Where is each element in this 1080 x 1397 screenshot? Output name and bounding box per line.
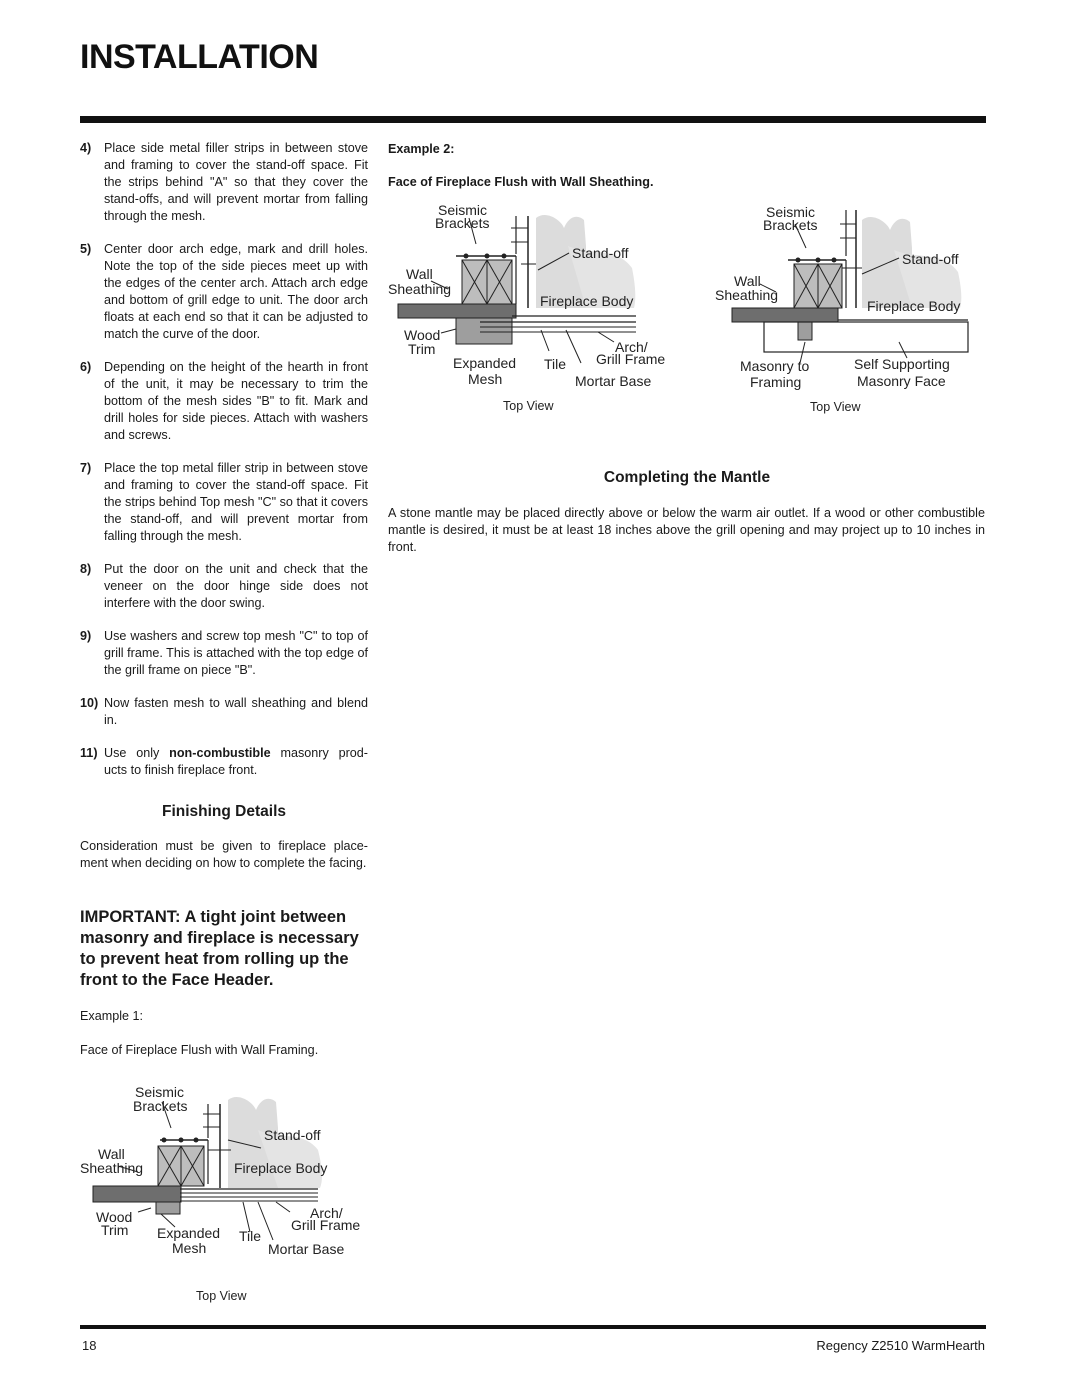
step-text: Now fasten mesh to wall sheathing and blend in. <box>104 696 368 727</box>
step-text: Center door arch edge, mark and drill holes. Note the top of the side pieces meet up with the edges of the center arch. Attach arch edge and bottom of grill edge to unit. The door arch floats at each end so that it can be adjusted to match the curve of the door. <box>104 242 368 341</box>
step-text: Place the top metal filler strip in between stove and framing to cover the stand-off space. Fit the strips behind Top mesh "C" so that it covers the stand-off, and will prevent mortar from falling through the mesh. <box>104 461 368 543</box>
example-2-label: Example 2: <box>388 142 455 156</box>
example-1-caption: Face of Fireplace Flush with Wall Framing. <box>80 1043 319 1057</box>
diagram-1-label-standoff: Stand-off <box>264 1127 321 1143</box>
step-4 <box>80 140 368 225</box>
diagram-example-3 <box>712 198 986 420</box>
diagram-3-label-masonry-1: Masonry to <box>740 358 810 374</box>
step-text <box>104 745 368 779</box>
diagram-3-label-wall-2: Sheathing <box>715 287 779 303</box>
step-11 <box>80 745 368 779</box>
diagram-2-label-wood-1: Wood <box>404 327 441 343</box>
diagram-2-label-seismic-1: Seismic <box>438 202 488 218</box>
step-text: Use washers and screw top mesh "C" to top of grill frame. This is attached with the top edge of the grill frame on piece "B". <box>104 629 368 677</box>
installation-steps <box>80 140 368 795</box>
diagram-1-label-wood-1: Wood <box>96 1209 133 1225</box>
step-number: 9) <box>80 629 92 643</box>
diagram-3-label-fireplace-body: Fireplace Body <box>867 298 961 314</box>
diagram-2-label-arch-1: Arch/ <box>615 339 648 355</box>
page-number: 18 <box>82 1338 97 1353</box>
step-number: 11) <box>80 746 98 760</box>
diagram-example-2 <box>386 198 686 420</box>
diagram-1-label-tile: Tile <box>239 1228 262 1244</box>
diagram-2-label-tile: Tile <box>544 356 567 372</box>
diagram-1-label-arch-1: Arch/ <box>310 1205 343 1221</box>
diagram-2-label-mortar: Mortar Base <box>575 373 652 389</box>
step-text-before: Use only <box>104 746 170 760</box>
page-title: INSTALLATION <box>80 38 319 76</box>
diagram-3-label-standoff: Stand-off <box>902 251 959 267</box>
diagram-2-label-wall-2: Sheathing <box>388 281 452 297</box>
product-name: Regency Z2510 WarmHearth <box>816 1338 985 1353</box>
step-7 <box>80 460 368 545</box>
diagram-1-label-mortar: Mortar Base <box>268 1241 345 1257</box>
step-text: Place side metal filler strips in between stove and framing to cover the stand-off space. Fit the strips behind "A" so that they cover the stand-offs, and will prevent mortar from falling through the mesh. <box>104 141 368 223</box>
diagram-3-label-masonry-2: Framing <box>750 374 802 390</box>
diagram-1-label-arch-2: Grill Frame <box>291 1217 361 1233</box>
diagram-2-label-fireplace-body: Fireplace Body <box>540 293 634 309</box>
step-6 <box>80 359 368 444</box>
step-text: Put the door on the unit and check that the veneer on the door hinge side does not interfere with the door swing. <box>104 562 368 610</box>
top-rule <box>80 116 986 123</box>
diagram-1-label-wood-2: Trim <box>101 1222 129 1238</box>
step-10 <box>80 695 368 729</box>
step-text-after: masonry prod- ucts to finish fireplace front. <box>104 746 368 777</box>
example-1-label: Example 1: <box>80 1009 143 1023</box>
step-number: 4) <box>80 141 92 155</box>
example-2-caption: Face of Fireplace Flush with Wall Sheathing. <box>388 175 654 189</box>
diagram-2-label-expanded-1: Expanded <box>453 355 517 371</box>
diagram-3-caption: Top View <box>810 400 861 414</box>
diagram-2-label-standoff: Stand-off <box>572 245 629 261</box>
diagram-3-label-wall-1: Wall <box>734 273 761 289</box>
diagram-1-label-seismic-1: Seismic <box>135 1084 185 1100</box>
step-number: 5) <box>80 242 92 256</box>
diagram-1-label-seismic-2: Brackets <box>133 1098 188 1114</box>
step-number: 8) <box>80 562 92 576</box>
step-number: 6) <box>80 360 92 374</box>
diagram-2-label-wood-2: Trim <box>408 341 436 357</box>
mantle-text: A stone mantle may be placed directly above or below the warm air outlet. If a wood or other combustible mantle is desired, it must be at least 18 inches above the grill opening and may project up to 10 inches in front. <box>388 506 985 554</box>
important-notice: IMPORTANT: A tight joint between masonry and fireplace is necessary to prevent heat from rolling up the front to the Face Header. <box>80 908 359 989</box>
diagram-1-label-expanded-1: Expanded <box>157 1225 221 1241</box>
step-5 <box>80 241 368 343</box>
step-number: 10) <box>80 696 99 710</box>
diagram-3-label-selfsup-2: Masonry Face <box>857 373 946 389</box>
diagram-3-label-seismic-2: Brackets <box>763 217 818 233</box>
step-number: 7) <box>80 461 92 475</box>
step-9 <box>80 628 368 679</box>
diagram-example-1 <box>78 1080 368 1310</box>
diagram-1-label-expanded-2: Mesh <box>172 1240 207 1256</box>
diagram-2-label-wall-1: Wall <box>406 266 433 282</box>
diagram-3-label-seismic-1: Seismic <box>766 204 816 220</box>
bottom-rule <box>80 1325 986 1329</box>
mantle-heading: Completing the Mantle <box>603 469 771 486</box>
diagram-2-label-expanded-2: Mesh <box>468 371 503 387</box>
step-text-bold: non-combustible <box>169 746 271 760</box>
diagram-2-label-arch-2: Grill Frame <box>596 351 666 367</box>
diagram-1-caption: Top View <box>196 1289 247 1303</box>
diagram-1-label-wall-1: Wall <box>98 1146 125 1162</box>
diagram-2-label-seismic-2: Brackets <box>435 215 490 231</box>
step-8 <box>80 561 368 612</box>
diagram-1-label-fireplace-body: Fireplace Body <box>234 1160 328 1176</box>
diagram-3-label-selfsup-1: Self Supporting <box>854 356 950 372</box>
finishing-heading: Finishing Details <box>161 803 286 820</box>
step-text: Depending on the height of the hearth in front of the unit, it may be necessary to trim the bottom of the mesh sides "B" to fit. Mark and drill holes for side pieces. Attach with washers and screws. <box>104 360 368 442</box>
diagram-2-caption: Top View <box>503 399 554 413</box>
diagram-1-label-wall-2: Sheathing <box>80 1160 144 1176</box>
finishing-text: Consideration must be given to fireplace place- ment when deciding on how to complete the facing. <box>80 839 368 870</box>
